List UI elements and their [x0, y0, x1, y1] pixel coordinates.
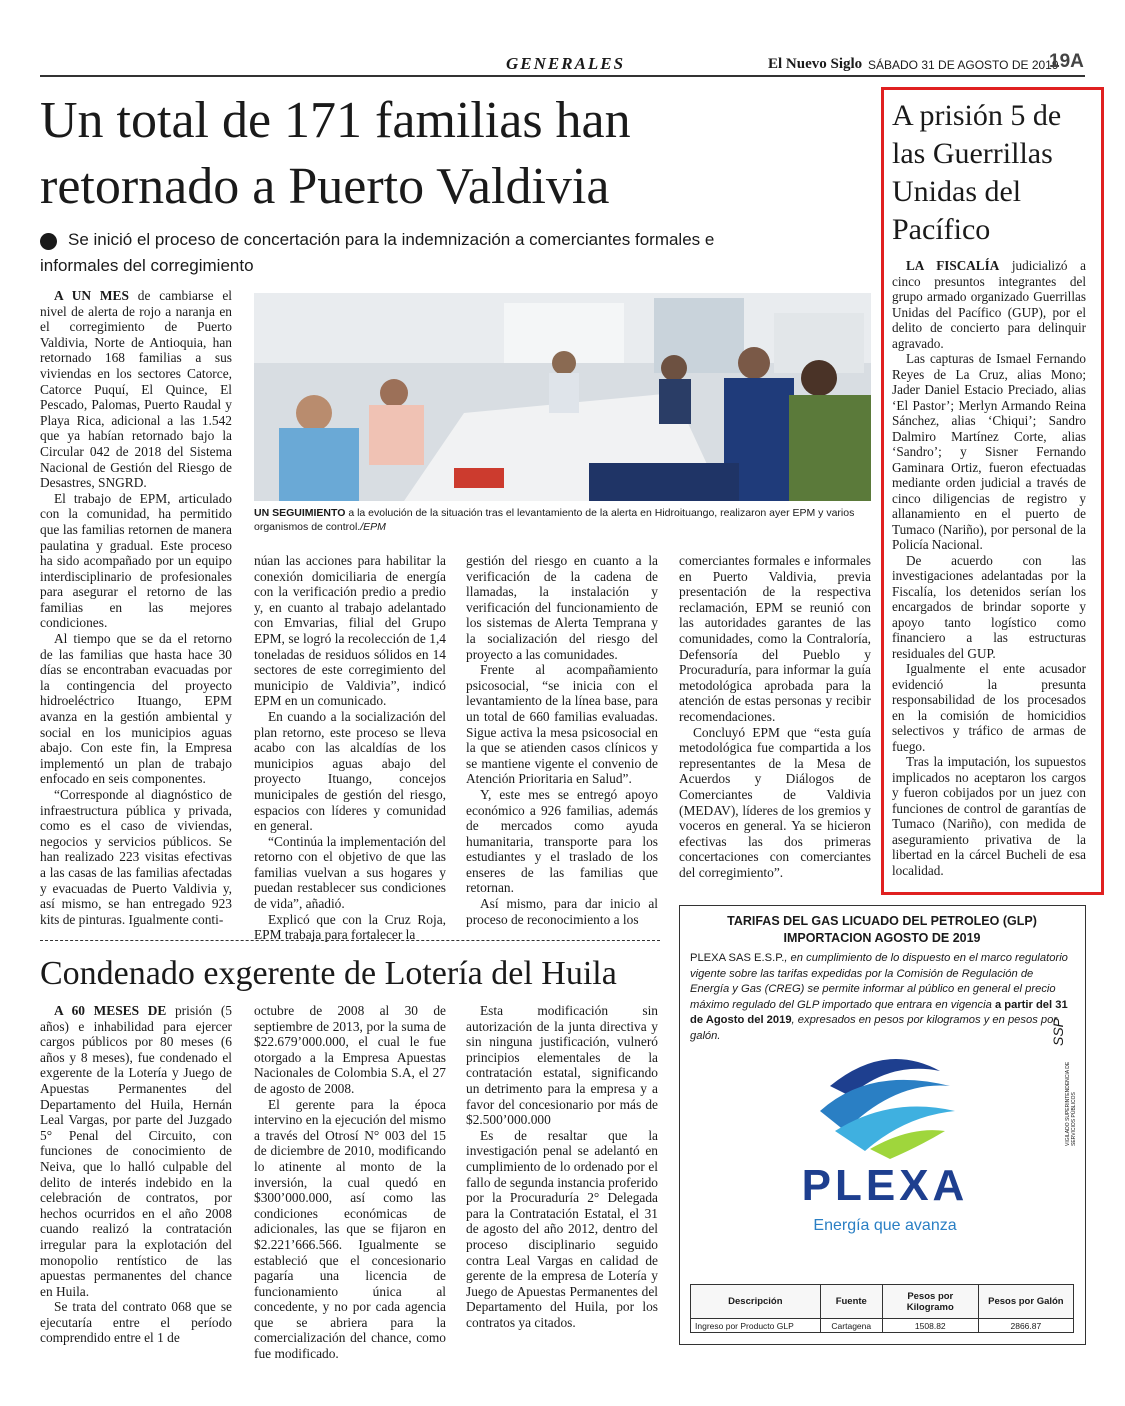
- article1-column-4: [679, 553, 871, 883]
- article2-col1-p2: Se trata del contrato 068 que se ejecutaría entre el período comprendido entre el 1 de: [40, 1299, 232, 1346]
- article1-column-1: [40, 288, 232, 928]
- sidebar-p4: Igualmente el ente acusador evidenció la presunta responsabilidad de los procesados en la comisión de homicidios selectivos y tráfico de armas de fuego.: [892, 661, 1086, 754]
- price-table: [690, 1284, 1074, 1333]
- article2-col1-p1: prisión (5 años) e inhabilidad para ejercer cargos públicos por 80 meses (6 años y 8 meses), fue condenado el exgerente de la Lotería y Juego de Apuestas Permanentes del Departamento del Huila, Hernán Leal Vargas, por parte del Juzgado 5° Penal del Circuito, con funciones de conocimiento de Neiva, que lo halló culpable del delito de interés indebido en la celebración de contratos, por hechos ocurridos en el año 2008 cuando realizó la contratación irregular para la explotación del monopolio rentístico de las apuestas permanentes del chance en Huila.: [40, 1003, 232, 1299]
- deck-line-2: informales del corregimiento: [40, 256, 254, 275]
- meeting-photo: [254, 293, 871, 501]
- sidebar-lead: LA FISCALÍA: [906, 258, 1000, 273]
- ad-company: PLEXA SAS E.S.P.: [690, 952, 785, 964]
- article1-lead: A UN MES: [54, 288, 129, 303]
- article2-col3-p2: Es de resaltar que la investigación penal se adelantó en cumplimiento de lo ordenado por el fallo de segunda instancia proferido por la Procuraduría 2° Delegada para la Contratación Estatal, el 31 de agosto del año 2012, dentro del proceso disciplinario seguido contra Leal Vargas en calidad de gerente de la empresa de Lotería y Juego de Apuestas Permanentes del Departamento del Huila, por los contratos ya citados.: [466, 1127, 658, 1330]
- ad-notice-text: [690, 951, 1074, 1044]
- article1-col1-p1: de cambiarse el nivel de alerta de rojo a naranja en el corregimiento de Puerto Valdivia, Norte de Antioquia, han retornado 168 familias a sus viviendas en los sectores Catorce, Catorce Puquí, El Quince, El Pescado, Palomas, Puerto Raudal y Playa Rica, adicional a las 1.542 que ya habían retornado bajo la Circular 042 de 2018 del Sistema Nacional de Gestión del Riesgo de Desastres, SNGRD.: [40, 288, 233, 491]
- cell-pesos-galon: 2866.87: [978, 1319, 1073, 1333]
- article1-col1-p4: “Corresponde al diagnóstico de infraestructura pública y privada, como es el caso de viviendas, negocios y servicios públicos. Se han realizado 223 visitas efectivas a las casas de las familias afectadas y evacuadas de Puerto Valdivia y, así mismo, se han entregado 923 kits de pinturas. Igualmente conti-: [40, 787, 232, 927]
- page-number: 19A: [1049, 51, 1084, 72]
- cell-pesos-kilogramo: 1508.82: [882, 1319, 978, 1333]
- article2-headline: Condenado exgerente de Lotería del Huila: [40, 955, 617, 992]
- article1-column-3: [466, 553, 658, 928]
- article1-col3-p2: Frente al acompañamiento psicosocial, “se inicia con el levantamiento de la línea base, para un total de 660 familias evaluadas. Sigue activa la mesa psicosocial en la que se atienden casos clínicos y se mantiene vigente el convenio de Atención Prioritaria en Salud”.: [466, 662, 658, 787]
- deck-line-1: Se inició el proceso de concertación para la indemnización a comerciantes formales e: [68, 230, 715, 249]
- article1-col3-p3: Y, este mes se entregó apoyo económico a 926 familias, además de mercados como ayuda humanitaria, transporte para los estudiantes y el traslado de los enseres de las familias que retornan.: [466, 786, 658, 896]
- ad-notice-main: , en cumplimiento de lo dispuesto en el marco regulatorio vigente sobre las tarifas expedidas por la Comisión de Regulación de Energía y Gas (CREG) se permite informar al público en general el precio máximo regulado del GLP importado que entrara en vigencia: [690, 952, 1068, 1011]
- article2-column-1: [40, 1003, 232, 1355]
- th-pesos-kilogramo: Pesos por Kilogramo: [882, 1285, 978, 1319]
- masthead-rule: [40, 75, 1085, 77]
- article2-col3-p1: Esta modificación sin autorización de la junta directiva y sin ninguna justificación, vulneró principios elementales de la contratación estatal, significando un detrimento para la empresa y a favor del concesionario por más de $2.500’000.000: [466, 1003, 658, 1128]
- article1-col4-p1: comerciantes formales e informales en Puerto Valdivia, previa presentación de la respectiva reclamación, EPM se reunió con las autoridades garantes de las comunidades, como la Contraloría, Defensoría del Pueblo y Procuraduría, para informar la guía metodológica aprobada para la atención de estas personas y recibir recomendaciones.: [679, 553, 871, 724]
- sidebar-headline: A prisión 5 de las Guerrillas Unidas del Pacífico: [892, 99, 1062, 246]
- headline-line-2: retornado a Puerto Valdivia: [40, 158, 610, 215]
- article2-lead: A 60 MESES DE: [54, 1003, 167, 1018]
- ssp-caption: VIGILADO SUPERINTENDENCIA DE SERVICIOS PÚBLICOS: [1065, 1061, 1077, 1146]
- sidebar-body: [892, 258, 1086, 880]
- caption-lead: UN SEGUIMIENTO: [254, 507, 346, 519]
- photo-caption: [254, 506, 871, 534]
- plexa-logo-icon: [810, 1041, 960, 1161]
- ad-title-line-2: IMPORTACION AGOSTO DE 2019: [783, 931, 981, 945]
- article1-col2-p2: En cuando a la socialización del plan retorno, este proceso se lleva acabo con las alcaldías de los municipios aguas abajo del proyecto Ituango, concejos municipales de gestión del riesgo, espacios con líderes y comunidad en general.: [254, 708, 446, 834]
- article1-col3-p4: Así mismo, para dar inicio al proceso de reconocimiento a los: [466, 896, 658, 927]
- ad-notice-end: , expresados en pesos por kilogramos y en pesos por galón.: [690, 1014, 1058, 1042]
- th-descripcion: Descripción: [691, 1285, 821, 1319]
- article1-col3-p1: gestión del riesgo en cuanto a la verificación de la cadena de llamadas, la instalación y verificación del funcionamiento de los sistemas de Alerta Temprana y la socialización del riesgo del proyecto a las comunidades.: [466, 553, 658, 662]
- article2-col2-p1: octubre de 2008 al 30 de septiembre de 2013, por la suma de $22.679’000.000, el cual le fue otorgado a la Empresa Apuestas Nacionales de Colombia S.A, el 27 de agosto de 2008.: [254, 1003, 446, 1096]
- section-label: GENERALES: [506, 54, 626, 73]
- plexa-ad: [679, 905, 1086, 1345]
- article-divider: [40, 940, 660, 941]
- cell-descripcion: Ingreso por Producto GLP: [691, 1319, 821, 1333]
- ad-title-line-1: TARIFAS DEL GAS LICUADO DEL PETROLEO (GLP): [727, 914, 1037, 928]
- sidebar-p3: De acuerdo con las investigaciones adelantadas por la Fiscalía, los detenidos serían los encargados de brindar soporte y apoyo tanto logístico como financiero a las estructuras residuales del GUP.: [892, 552, 1086, 661]
- caption-credit: /EPM: [360, 521, 386, 533]
- th-fuente: Fuente: [820, 1285, 882, 1319]
- caption-text: a la evolución de la situación tras el levantamiento de la alerta en Hidroituango, realizaron ayer EPM y varios organismos de control.: [254, 507, 855, 533]
- newspaper-name: El Nuevo Siglo: [768, 56, 863, 72]
- sidebar-p2: Las capturas de Ismael Fernando Reyes de La Cruz, alias Mono; Jader Daniel Estacio Preciado, alias ‘El Pastor’; Merlyn Armando Reina Sánchez, alias ‘Chiqui’; Sandro Dalmiro Martínez Corte, alias ‘Sandro’; y Sisner Fernando Gaminara Ortiz, fueron efectuadas mediante orden judicial a través de cinco diligencias de registro y allanamiento en el puerto de Tumaco (Nariño), por personal de la Policía Nacional.: [892, 351, 1086, 552]
- plexa-brand: PLEXA: [801, 1161, 969, 1210]
- price-table-header: [691, 1285, 1074, 1319]
- article1-col2-p1: núan las acciones para habilitar la conexión domiciliaria de energía con la verificación predio a predio y, en cuanto al trabajo adelantado con Emvarias, filial del Grupo EPM, se logró la recolección de 1,4 toneladas de residuos sólidos en 14 sectores de este corregimiento del municipio de Valdivia”, indicó EPM en un comunicado.: [254, 553, 446, 709]
- price-table-row: [691, 1319, 1074, 1333]
- article1-col4-p2: Concluyó EPM que “esta guía metodológica fue compartida a los representantes de la Mesa de Acuerdos y Diálogos de Comerciantes de Valdivia (MEDAV), líderes de los gremios y voceros en general. Ya se hicieron efectivas las dos primeras concertaciones con comerciantes del corregimiento”.: [679, 724, 871, 880]
- article2-column-3: [466, 1003, 658, 1355]
- ssp-mark: SSP: [1050, 1017, 1066, 1046]
- cell-fuente: Cartagena: [820, 1319, 882, 1333]
- article1-col2-p3: “Continúa la implementación del retorno con el objetivo de que las familias vuelvan a sus hogares y puedan restablecer sus condiciones de vida”, añadió.: [254, 833, 446, 912]
- article1-col2-p4: Explicó que con la Cruz Roja, EPM trabaja para fortalecer la: [254, 911, 446, 943]
- th-pesos-galon: Pesos por Galón: [978, 1285, 1073, 1319]
- sidebar-p5: Tras la imputación, los supuestos implicados no aceptaron los cargos y fueron cobijados por un juez con funciones de control de garantías de Tumaco (Nariño), con medida de aseguramiento privativa de la libertad en la cárcel Bucheli de esa localidad.: [892, 754, 1086, 878]
- issue-date: SÁBADO 31 DE AGOSTO DE 2019: [868, 58, 1059, 72]
- plexa-tagline: Energía que avanza: [813, 1217, 957, 1234]
- article2-col2-p2: El gerente para la época intervino en la ejecución del mismo a través del Otrosí N° 003 del 15 de diciembre de 2010, modificando lo atinente al monto de la inversión, la cual quedó en $300’000.000, así como las condiciones económicas de adicionales, las que se fijaron en $2.221’666.566. Igualmente se estableció que el concesionario pagaría una licencia de funcionamiento única al concedente, y no por cada agencia que se abriera para la comercialización del chance, como fue modificado.: [254, 1096, 446, 1362]
- sidebar-p1: judicializó a cinco presuntos integrantes del grupo armado organizado Guerrillas Unidas del Pacífico (GUP), por el delito de concierto para delinquir agravado.: [892, 258, 1086, 351]
- bullet-icon: [40, 233, 57, 250]
- meeting-photo-illustration: [254, 293, 871, 501]
- article1-col1-p2: El trabajo de EPM, articulado con la comunidad, ha permitido que las familias retornen de manera paulatina y gradual. Este proceso ha sido acompañado por un equipo interdisciplinario de profesionales para asegurar el retorno de las familias en las mejores condiciones.: [40, 490, 232, 631]
- ad-notice-date: a partir del 31 de Agosto del 2019: [690, 998, 1068, 1026]
- article1-column-2: [254, 553, 446, 943]
- headline-line-1: Un total de 171 familias han: [40, 92, 631, 149]
- article2-column-2: [254, 1003, 446, 1362]
- article1-col1-p3: Al tiempo que se da el retorno de las familias que hasta hace 30 días se encontraban evacuadas por la contingencia del proyecto hidroeléctrico Ituango, EPM avanza en la gestión ambiental y social en los municipios aguas abajo. Con este fin, la Empresa implementó un plan de trabajo enfocado en seis componentes.: [40, 631, 232, 787]
